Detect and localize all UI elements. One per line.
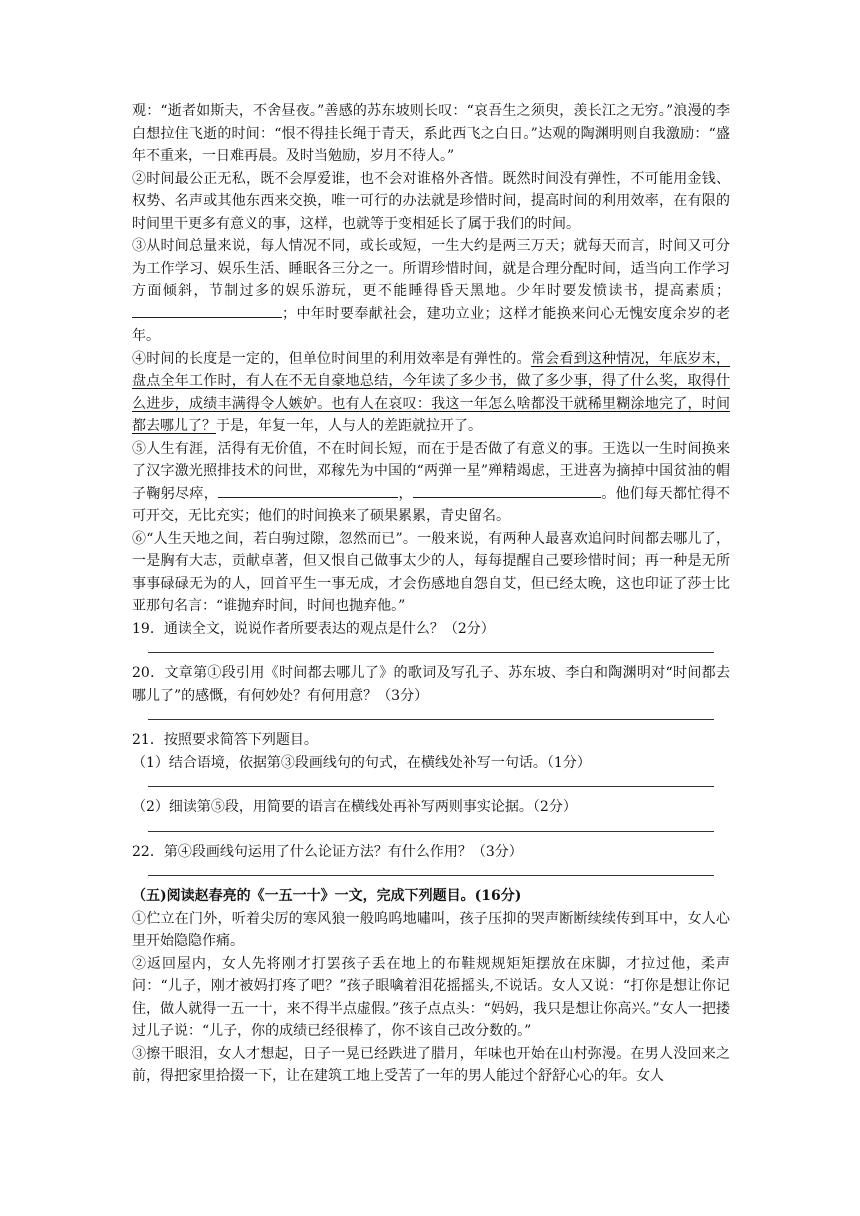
story-paragraph-3: ③擦干眼泪，女人才想起，日子一晃已经跌进了腊月，年味也开始在山村弥漫。在男人没回来之前，得把家里拾掇一下，让在建筑工地上受苦了一年的男人能过个舒舒心心的年。女人 [132,1045,730,1084]
essay-paragraph-5 [132,438,730,528]
question-21-part-1: （1）结合语境，依据第③段画线句的句式，在横线处补写一句话。（1分） [132,754,591,771]
essay-paragraph-1-continued: 观：“逝者如斯夫，不舍昼夜。”善感的苏东坡则长叹：“哀吾生之须臾，羡长江之无穷。”浪漫的李白想拉住飞逝的时间：“恨不得挂长绳于青天，系此西飞之白日。”达观的陶渊明则自我激励：“盛年不重来，一日难再晨。及时当勉励，岁月不待人。” [132,103,730,164]
fill-in-blank-line[interactable] [413,483,601,498]
page-content [132,100,730,1088]
essay-paragraph-4-text-a: ④时间的长度是一定的，但单位时间里的利用效率是有弹性的。 [132,350,531,367]
blank-separator: ， [398,485,413,502]
essay-paragraph-3 [132,235,730,348]
section-5-title: （五)阅读赵春亮的《一五一十》一文，完成下列题目。(16分) [132,888,522,904]
essay-paragraph-3-text-a: ③从时间总量来说，每人情况不同，或长或短，一生大约是两三万天；就每天而言，时间又可分为工作学习、娱乐生活、睡眠各三分之一。所谓珍惜时间，就是合理分配时间，适当向工作学习方面倾斜，节制过多的娱乐游玩，更不能睡得昏天黑地。少年时要发愤读书，提高素质； [132,238,730,299]
essay-paragraph-5-text-b: 。他们每天都忙得不可开交，无比充实；他们的时间换来了硕果累累，青史留名。 [132,485,731,524]
essay-paragraph-6: ⑥“人生天地之间，若白驹过隙，忽然而已”。一般来说，有两种人最喜欢追问时间都去哪儿了，一是胸有大志，贡献卓著，但又恨自己做事太少的人，每每提醒自己要珍惜时间；再一种是无所事事碌碌无为的人，回首平生一事无成，才会伤感地自怨自艾，但已经太晚，这也印证了莎士比亚那句名言：“谁抛弃时间，时间也抛弃他。” [132,530,730,614]
question-21-part-2: （2）细读第⑤段，用简要的语言在横线处再补写两则事实论据。（2分） [132,799,577,815]
answer-line[interactable] [148,774,714,787]
essay-paragraph-4-text-b: 于是，年复一年，人与人的差距就拉开了。 [216,418,482,434]
fill-in-blank-line[interactable] [132,303,282,318]
answer-line[interactable] [148,640,714,653]
story-paragraph-1: ①伫立在门外，听着尖厉的寒风狼一般呜呜地嘯叫，孩子压抑的哭声断断续续传到耳中，女人心里开始隐隐作痛。 [132,910,730,949]
answer-line[interactable] [148,863,714,876]
answer-line[interactable] [148,819,714,832]
question-19: 19．通读全文，说说作者所要表达的观点是什么？（2分） [132,620,495,637]
fill-in-blank-line[interactable] [218,483,398,498]
answer-line[interactable] [148,707,714,720]
essay-paragraph-3-text-b: ；中年时要奉献社会，建功立业；这样才能换来问心无愧安度余岁的老年。 [132,305,730,344]
essay-paragraph-5-text-a: ⑤人生有涯，活得有无价值，不在时间长短，而在于是否做了有意义的事。王选以一生时间换来了汉字激光照排技术的问世，邓稼先为中国的“两弹一星”殚精竭虑，王进喜为摘掉中国贫油的帽子鞠躬尽瘁， [132,440,730,502]
essay-paragraph-2: ②时间最公正无私，既不会厚爱谁，也不会对谁格外吝惜。既然时间没有弹性，不可能用金钱、权势、名声或其他东西来交换，唯一可行的办法就是珍惜时间，提高时间的利用效率，在有限的时间里干更多有意义的事，这样，也就等于变相延长了属于我们的时间。 [132,170,730,232]
essay-paragraph-4 [132,348,730,438]
question-20: 20．文章第①段引用《时间都去哪儿了》的歌词及写孔子、苏东坡、李白和陶渊明对“时间都去哪儿了”的感慨，有何妙处？有何用意？（3分） [132,665,730,704]
underlined-sentence: 常会看到这种情况，年底岁末，盘点全年工作时，有人在不无自豪地总结，今年读了多少书，做了多少事，得了什么奖，取得什么进步，成绩丰满得令人嫉妒。也有人在哀叹：我这一年怎么啥都没干就稀里糊涂地完了，时间都去哪儿了？ [132,350,730,434]
question-21: 21．按照要求简答下列题目。 [132,732,318,748]
story-paragraph-2: ②返回屋内，女人先将刚才打罢孩子丢在地上的布鞋规规矩矩摆放在床脚，才拉过他，柔声问：“儿子，刚才被妈打疼了吧？”孩子眼噙着泪花摇摇头,不说话。女人又说：“打你是想让你记住，做人就得一五一十，来不得半点虚假。”孩子点点头：“妈妈，我只是想让你高兴。”女人一把搂过儿子说：“儿子，你的成绩已经很棒了，你不该自己改分数的。” [132,955,730,1039]
question-22: 22．第④段画线句运用了什么论证方法？有什么作用？（3分） [132,843,523,860]
